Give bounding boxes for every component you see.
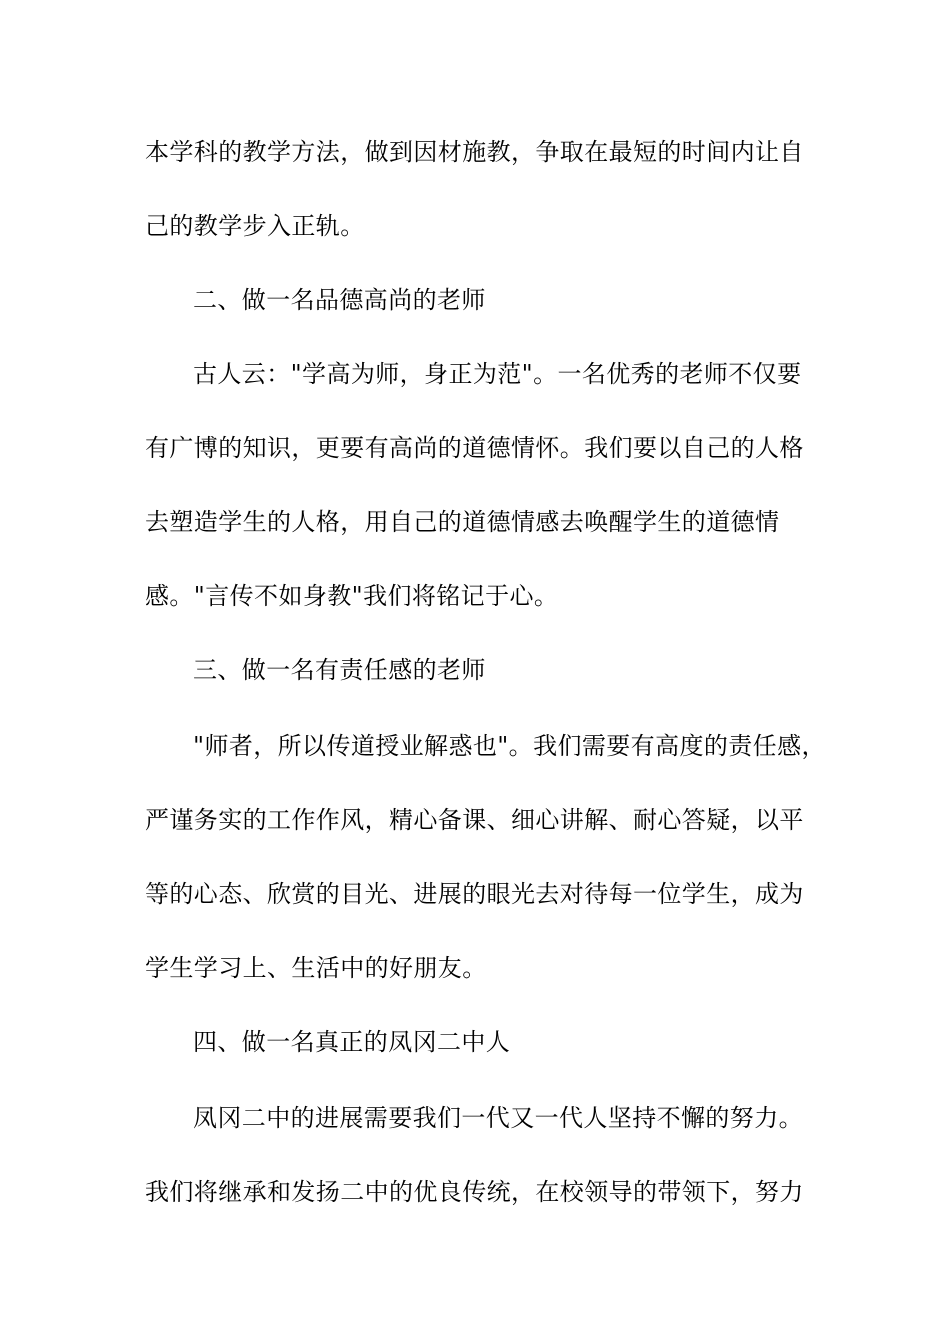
section-heading: 三、做一名有责任感的老师 xyxy=(193,656,486,684)
section-heading: 四、做一名真正的凤冈二中人 xyxy=(193,1028,511,1056)
paragraph-line: 感。"言传不如身教"我们将铭记于心。 xyxy=(145,582,559,610)
paragraph-line: 凤冈二中的进展需要我们一代又一代人坚持不懈的努力。 xyxy=(193,1104,803,1132)
paragraph-line: 等的心态、欣赏的目光、进展的眼光去对待每一位学生，成为 xyxy=(145,880,804,908)
section-heading: 二、做一名品德高尚的老师 xyxy=(193,286,486,314)
paragraph-line: 有广博的知识，更要有高尚的道德情怀。我们要以自己的人格 xyxy=(145,434,804,462)
paragraph-line: "师者，所以传道授业解惑也"。我们需要有高度的责任感， xyxy=(193,732,826,760)
paragraph-line: 古人云："学高为师，身正为范"。一名优秀的老师不仅要 xyxy=(193,360,802,388)
paragraph-line: 己的教学步入正轨。 xyxy=(145,212,365,240)
paragraph-line: 严谨务实的工作作风，精心备课、细心讲解、耐心答疑，以平 xyxy=(145,806,804,834)
paragraph-line: 本学科的教学方法，做到因材施教，争取在最短的时间内让自 xyxy=(145,138,804,166)
paragraph-line: 我们将继承和发扬二中的优良传统，在校领导的带领下，努力 xyxy=(145,1178,804,1206)
paragraph-line: 去塑造学生的人格，用自己的道德情感去唤醒学生的道德情 xyxy=(145,508,780,536)
paragraph-line: 学生学习上、生活中的好朋友。 xyxy=(145,954,487,982)
